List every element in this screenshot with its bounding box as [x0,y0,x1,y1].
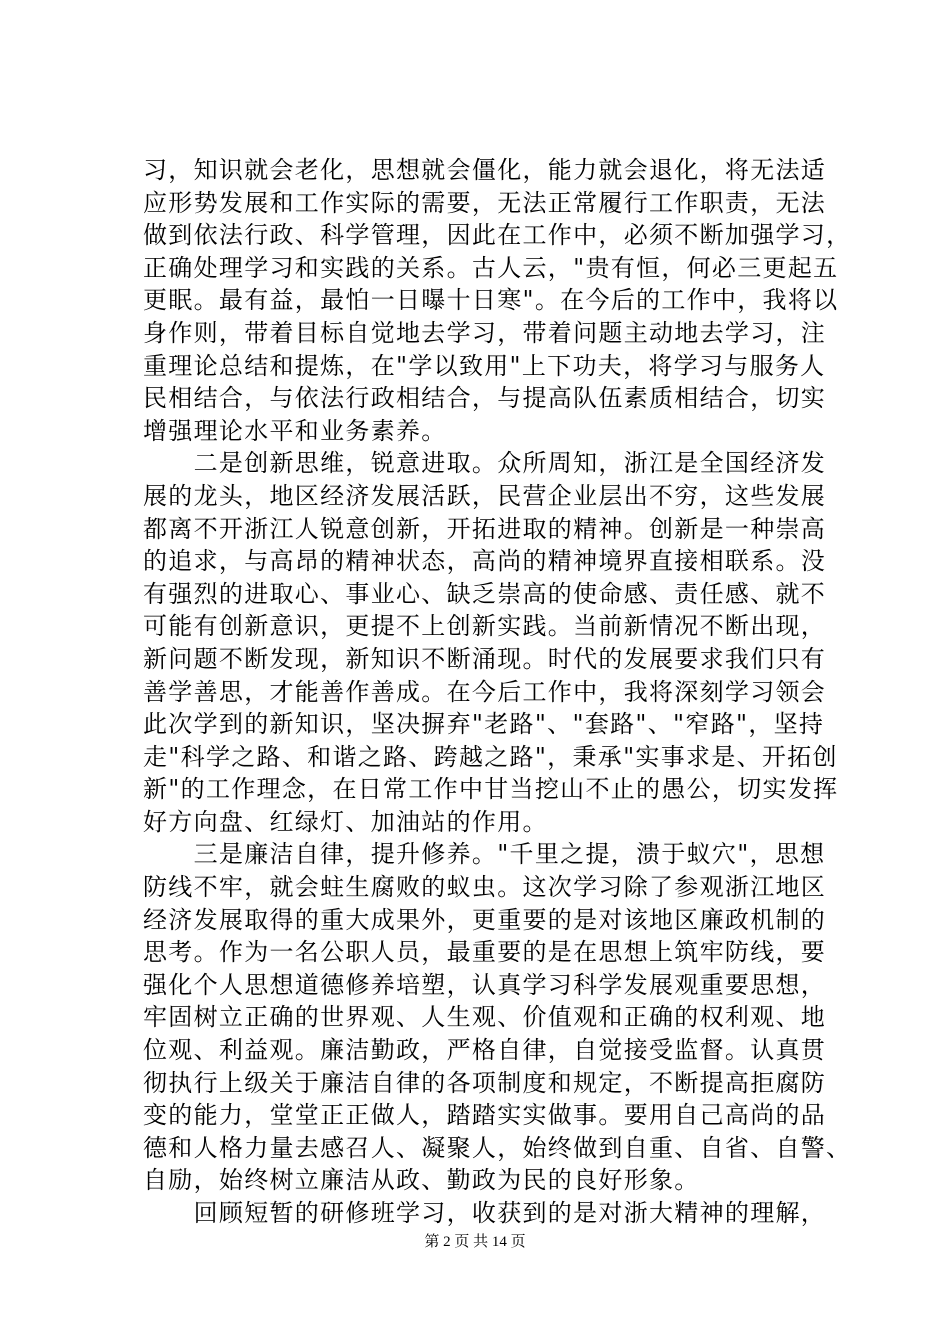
text-line: 三是廉洁自律，提升修养。"千里之提，溃于蚁穴"，思想 [143,840,826,869]
text-line: 展的龙头，地区经济发展活跃，民营企业层出不穷，这些发展 [143,481,827,510]
text-line: 此次学到的新知识，坚决摒弃"老路"、"套路"、"窄路"，坚持 [143,710,825,739]
text-line: 走"科学之路、和谐之路、跨越之路"，秉承"实事求是、开拓创 [143,742,838,771]
text-line: 重理论总结和提炼，在"学以致用"上下功夫，将学习与服务人 [143,351,826,380]
text-line: 思考。作为一名公职人员，最重要的是在思想上筑牢防线，要 [143,938,827,967]
text-line: 增强理论水平和业务素养。 [143,416,447,445]
text-line: 的追求，与高昂的精神状态，高尚的精神境界直接相联系。没 [143,547,827,576]
text-line: 正确处理学习和实践的关系。古人云，"贵有恒，何必三更起五 [143,253,839,282]
text-line: 回顾短暂的研修班学习，收获到的是对浙大精神的理解， [143,1199,827,1227]
text-line: 自励，始终树立廉洁从政、勤政为民的良好形象。 [143,1166,700,1195]
text-line: 好方向盘、红绿灯、加油站的作用。 [143,807,548,836]
text-line: 变的能力，堂堂正正做人，踏踏实实做事。要用自己高尚的品 [143,1101,827,1130]
text-line: 更眠。最有益，最怕一日曝十日寒"。在今后的工作中，我将以 [143,286,839,315]
text-line: 位观、利益观。廉洁勤政，严格自律，自觉接受监督。认真贯 [143,1036,827,1065]
text-line: 德和人格力量去感召人、凝聚人，始终做到自重、自省、自警、 [143,1133,852,1162]
text-line: 都离不开浙江人锐意创新，开拓进取的精神。创新是一种崇高 [143,514,827,543]
text-line: 做到依法行政、科学管理，因此在工作中，必须不断加强学习， [143,221,852,250]
text-line: 新问题不断发现，新知识不断涌现。时代的发展要求我们只有 [143,644,827,673]
text-line: 经济发展取得的重大成果外，更重要的是对该地区廉政机制的 [143,905,827,934]
body-text [143,154,852,1230]
text-line: 有强烈的进取心、事业心、缺乏崇高的使命感、责任感、就不 [143,579,827,608]
text-line: 防线不牢，就会蛀生腐败的蚁虫。这次学习除了参观浙江地区 [143,873,827,902]
text-line: 强化个人思想道德修养培塑，认真学习科学发展观重要思想， [143,970,827,999]
text-line: 民相结合，与依法行政相结合，与提高队伍素质相结合，切实 [143,384,827,413]
text-line: 身作则，带着目标自觉地去学习，带着问题主动地去学习，注 [143,318,827,347]
text-line: 二是创新思维，锐意进取。众所周知，浙江是全国经济发 [143,449,827,478]
text-line: 应形势发展和工作实际的需要，无法正常履行工作职责，无法 [143,188,827,217]
page-indicator: 第 2 页 共 14 页 [424,1234,526,1250]
text-line: 新"的工作理念，在日常工作中甘当挖山不止的愚公，切实发挥 [143,775,839,804]
text-line: 善学善思，才能善作善成。在今后工作中，我将深刻学习领会 [143,677,827,706]
text-line: 可能有创新意识，更提不上创新实践。当前新情况不断出现， [143,612,827,641]
page-footer [0,1232,950,1252]
text-line: 彻执行上级关于廉洁自律的各项制度和规定，不断提高拒腐防 [143,1068,827,1097]
text-line: 习，知识就会老化，思想就会僵化，能力就会退化，将无法适 [143,156,827,184]
text-line: 牢固树立正确的世界观、人生观、价值观和正确的权利观、地 [143,1003,827,1032]
